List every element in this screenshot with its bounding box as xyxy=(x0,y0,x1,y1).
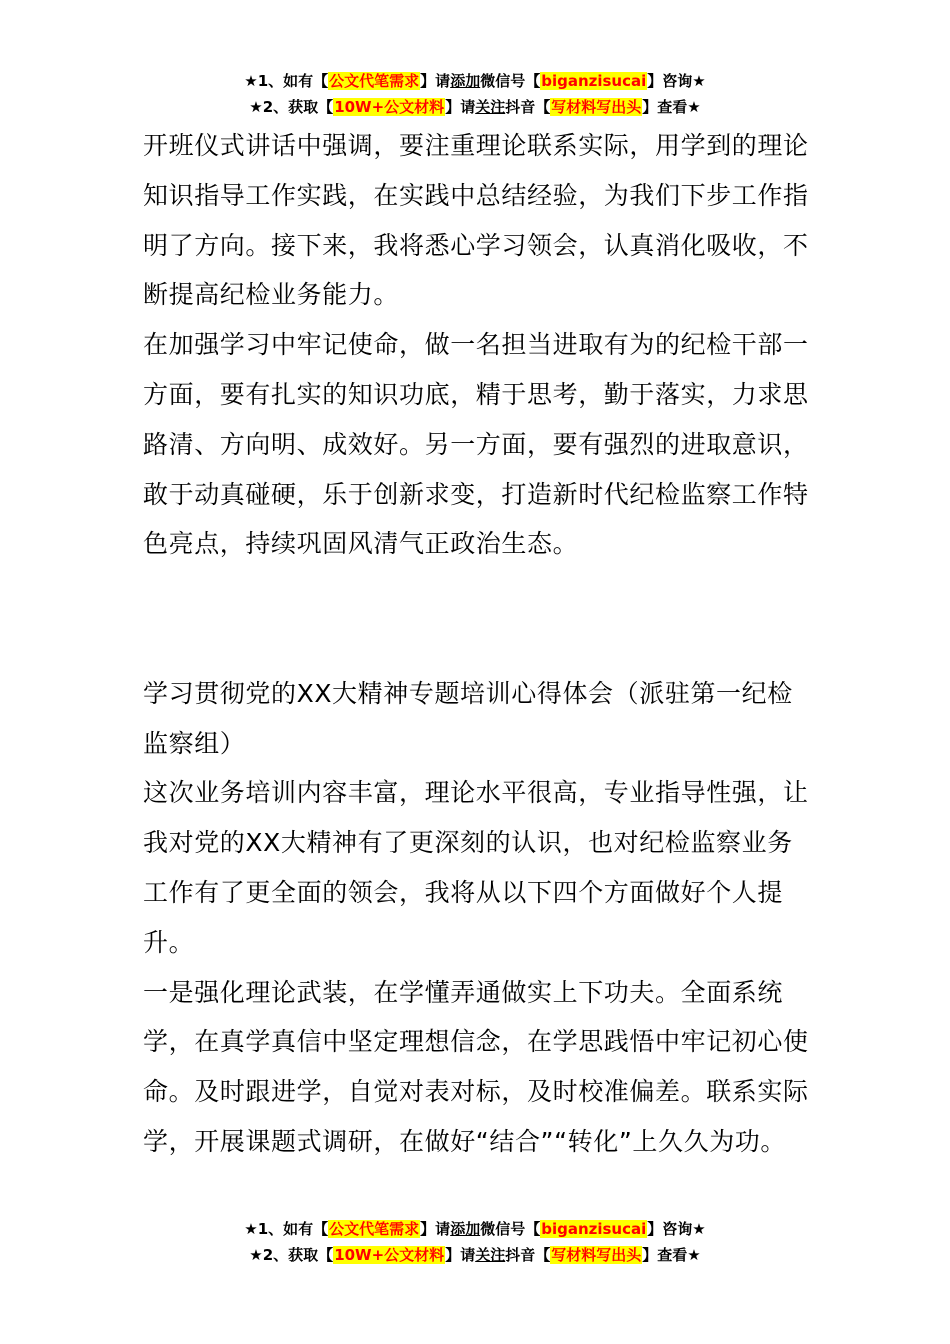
banner-text: ★1、如有【 xyxy=(244,1220,329,1238)
banner-text: 微信号【 xyxy=(480,72,541,90)
paragraph-4: 一是强化理论武装，在学懂弄通做实上下功夫。全面系统学，在真学真信中坚定理想信念，在学思践悟中牢记初心使命。及时跟进学，自觉对表对标，及时校准偏差。联系实际学，开展课题式调研，在做好“结合”“转化”上久久为功。 xyxy=(143,977,809,1156)
header-banner-line-1 xyxy=(0,68,950,94)
section-spacer xyxy=(143,569,813,669)
banner-text: 】咨询★ xyxy=(647,1220,706,1238)
highlighted-material-text: 10W+公文材料 xyxy=(334,1246,445,1264)
banner-text: 】请 xyxy=(420,72,451,90)
highlighted-material-text: 10W+公文材料 xyxy=(334,98,445,116)
paragraph-1: 开班仪式讲话中强调，要注重理论联系实际，用学到的理论知识指导工作实践，在实践中总结经验，为我们下步工作指明了方向。接下来，我将悉心学习领会，认真消化吸收，不断提高纪检业务能力。 xyxy=(143,131,809,310)
banner-text: 抖音【 xyxy=(505,1246,551,1264)
douyin-account-text: 写材料写出头 xyxy=(551,98,642,116)
banner-text: 】请 xyxy=(420,1220,451,1238)
banner-text: 】咨询★ xyxy=(647,72,706,90)
underlined-text: 关注 xyxy=(475,98,506,116)
banner-text: 】查看★ xyxy=(642,98,701,116)
banner-text: ★2、获取【 xyxy=(249,98,334,116)
wechat-id-text: biganzisucai xyxy=(541,1220,647,1238)
underlined-text: 添加 xyxy=(450,1220,481,1238)
header-banner xyxy=(0,68,950,120)
douyin-account-text: 写材料写出头 xyxy=(551,1246,642,1264)
banner-text: ★1、如有【 xyxy=(244,72,329,90)
highlighted-service-text: 公文代笔需求 xyxy=(329,1220,420,1238)
highlighted-service-text: 公文代笔需求 xyxy=(329,72,420,90)
header-banner-line-2 xyxy=(0,94,950,120)
paragraph-3: 这次业务培训内容丰富，理论水平很高，专业指导性强，让我对党的XX大精神有了更深刻的认识，也对纪检监察业务工作有了更全面的领会，我将从以下四个方面做好个人提升。 xyxy=(143,778,809,957)
underlined-text: 添加 xyxy=(450,72,481,90)
banner-text: 微信号【 xyxy=(480,1220,541,1238)
footer-banner-line-1 xyxy=(0,1216,950,1242)
footer-banner-line-2 xyxy=(0,1242,950,1268)
section-title: 学习贯彻党的XX大精神专题培训心得体会（派驻第一纪检监察组） xyxy=(143,678,793,758)
banner-text: 】查看★ xyxy=(642,1246,701,1264)
banner-text: 抖音【 xyxy=(505,98,551,116)
banner-text: 】请 xyxy=(445,98,476,116)
document-body xyxy=(143,121,813,1167)
underlined-text: 关注 xyxy=(475,1246,506,1264)
wechat-id-text: biganzisucai xyxy=(541,72,647,90)
banner-text: ★2、获取【 xyxy=(249,1246,334,1264)
banner-text: 】请 xyxy=(445,1246,476,1264)
paragraph-2: 在加强学习中牢记使命，做一名担当进取有为的纪检干部一方面，要有扎实的知识功底，精于思考，勤于落实，力求思路清、方向明、成效好。另一方面，要有强烈的进取意识，敢于动真碰硬，乐于创新求变，打造新时代纪检监察工作特色亮点，持续巩固风清气正政治生态。 xyxy=(143,330,809,559)
footer-banner xyxy=(0,1216,950,1268)
